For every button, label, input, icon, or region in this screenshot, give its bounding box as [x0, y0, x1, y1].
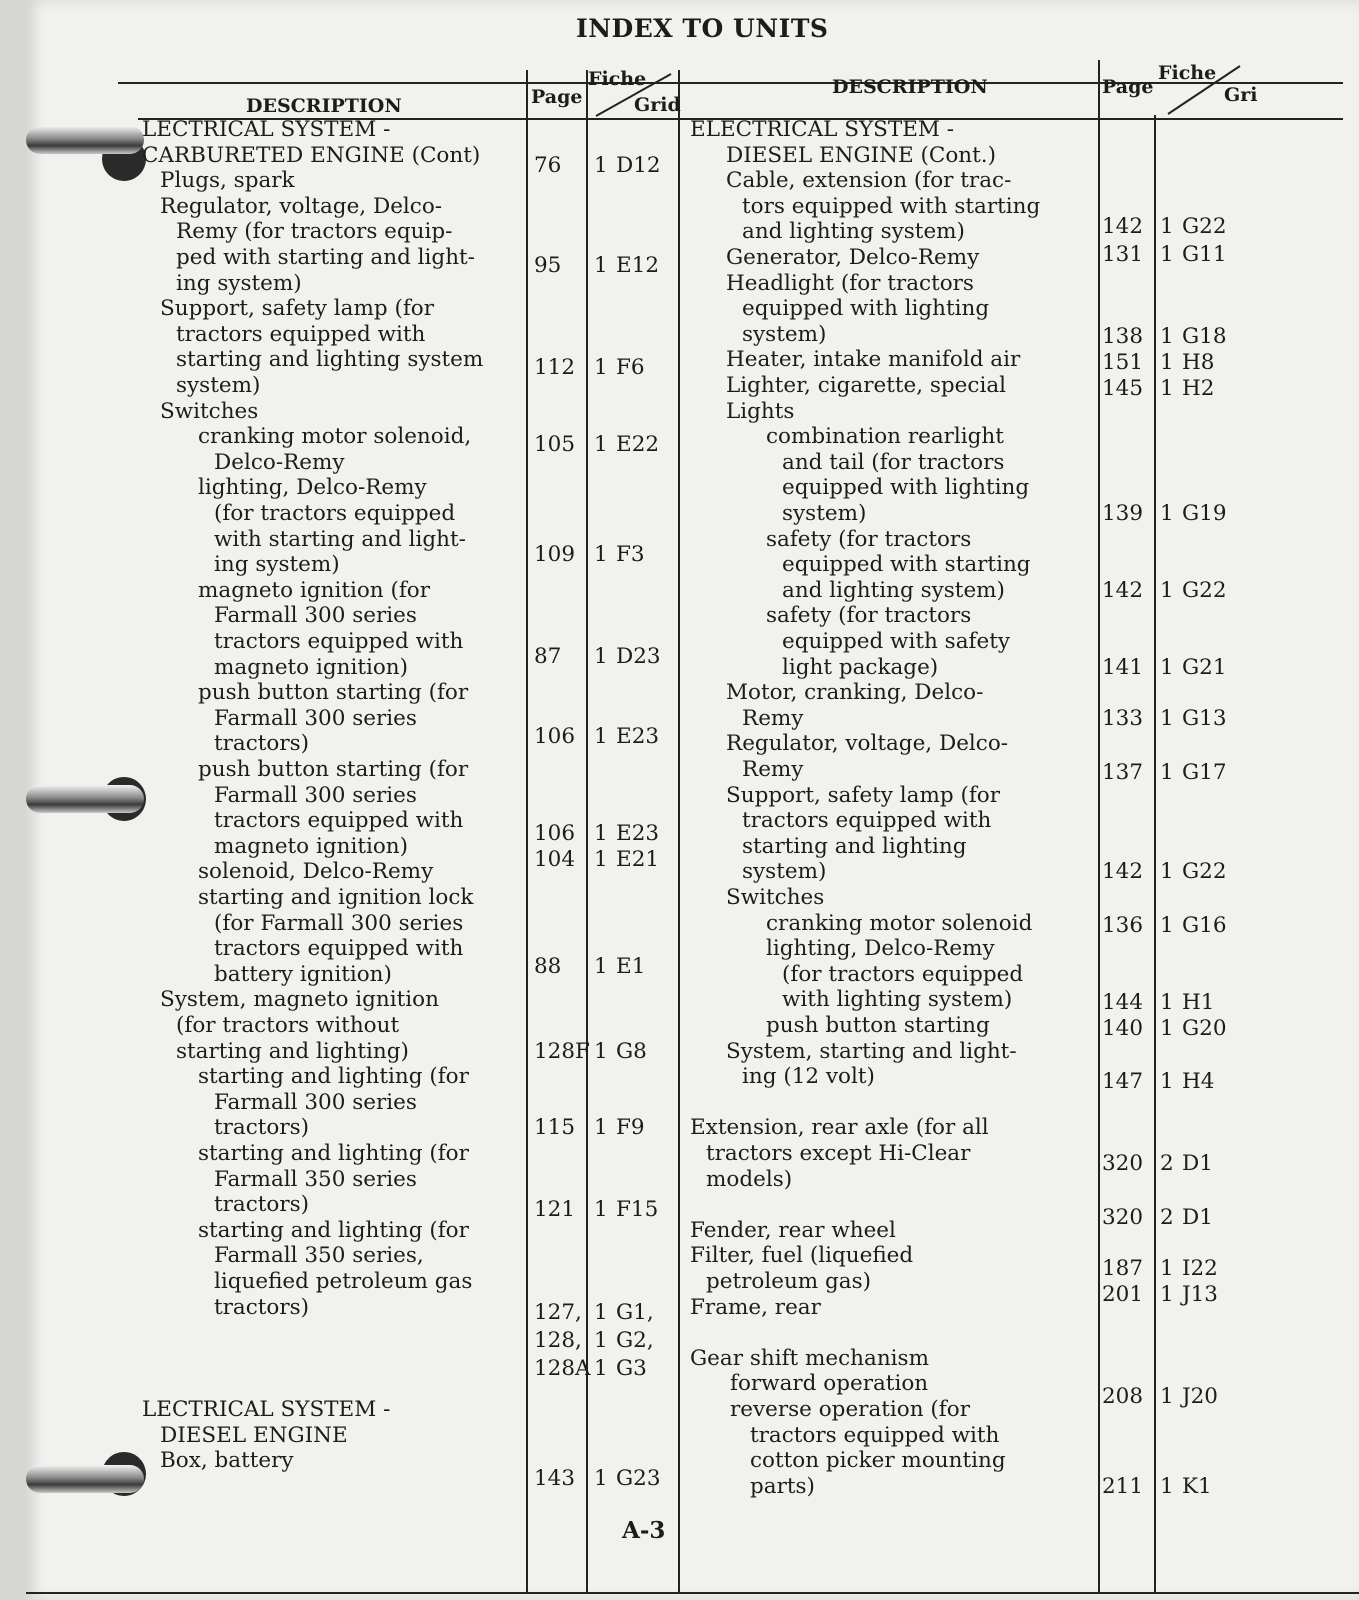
- index-entry-line: light package): [782, 654, 939, 680]
- index-entry-line: Farmall 350 series,: [214, 1243, 424, 1269]
- index-entry-line: tractors equipped with: [742, 808, 992, 834]
- fiche-number-cell: 1: [1160, 501, 1174, 526]
- index-entry-line: Switches: [726, 885, 825, 910]
- document-page: [26, 0, 1359, 1600]
- index-entry-line: Gear shift mechanism: [690, 1345, 929, 1371]
- grid-reference-cell: E21: [616, 846, 660, 872]
- index-entry-line: Remy: [742, 705, 804, 731]
- grid-reference-cell: F15: [616, 1197, 659, 1223]
- index-entry-line: LECTRICAL SYSTEM -: [142, 117, 391, 142]
- grid-reference-cell: K1: [1182, 1473, 1212, 1499]
- index-entry-line: parts): [750, 1473, 815, 1499]
- fiche-number-cell: 1: [1160, 242, 1174, 268]
- index-entry-line: Frame, rear: [690, 1294, 821, 1320]
- index-entry-line: starting and lighting (for: [198, 1217, 469, 1243]
- grid-reference-cell: F6: [616, 355, 645, 381]
- grid-reference-cell: J20: [1182, 1384, 1218, 1410]
- page-header: Page: [531, 86, 583, 108]
- grid-reference-cell: E1: [616, 954, 646, 980]
- index-entry-line: Remy: [742, 757, 804, 782]
- page-number-cell: 112: [534, 355, 576, 381]
- index-entry-line: petroleum gas): [706, 1269, 872, 1294]
- page-number-cell: 104: [534, 846, 576, 872]
- index-entry-line: magneto ignition): [214, 654, 409, 680]
- index-entry-line: Headlight (for tractors: [726, 270, 974, 296]
- page-number-cell: 139: [1102, 501, 1144, 526]
- index-entry-line: tractors equipped with: [214, 629, 464, 654]
- grid-reference-cell: D12: [616, 152, 661, 178]
- grid-reference-cell: D23: [616, 644, 661, 670]
- fiche-number-cell: 1: [594, 1327, 608, 1353]
- fiche-number-cell: 1: [1160, 1384, 1174, 1410]
- page-number-cell: 121: [534, 1197, 576, 1223]
- index-entry-line: Farmall 300 series: [214, 705, 417, 731]
- fiche-number-cell: 1: [594, 1115, 608, 1141]
- column-divider: [678, 70, 680, 1592]
- fiche-header: Fiche: [588, 68, 647, 90]
- index-entry-line: liquefied petroleum gas: [214, 1269, 473, 1294]
- fiche-number-cell: 1: [594, 252, 608, 278]
- fiche-number-cell: 1: [1160, 1256, 1174, 1282]
- index-entry-line: and lighting system): [782, 577, 1005, 603]
- page-number-cell: 131: [1102, 242, 1144, 268]
- index-entry-line: tractors): [214, 1115, 310, 1141]
- grid-reference-cell: G17: [1182, 759, 1227, 785]
- grid-reference-cell: H8: [1182, 349, 1215, 375]
- page-number-cell: 147: [1102, 1069, 1144, 1095]
- fiche-number-cell: 1: [594, 846, 608, 872]
- page-number-cell: 143: [534, 1466, 576, 1492]
- page-number-cell: 142: [1102, 859, 1144, 885]
- index-entry-line: Filter, fuel (liquefied: [690, 1243, 914, 1269]
- grid-reference-cell: I22: [1182, 1256, 1218, 1282]
- index-entry-line: tractors equipped with: [214, 936, 464, 962]
- index-entry-line: equipped with lighting: [742, 296, 990, 322]
- index-entry-line: (for tractors equipped: [214, 501, 456, 526]
- index-entry-line: cranking motor solenoid,: [198, 424, 472, 450]
- page-number-cell: 128F: [534, 1038, 590, 1064]
- index-entry-line: push button starting (for: [198, 680, 469, 706]
- grid-reference-cell: G19: [1182, 501, 1227, 526]
- fiche-number-cell: 2: [1160, 1151, 1174, 1177]
- grid-reference-cell: D1: [1182, 1205, 1213, 1230]
- page-number-cell: 136: [1102, 913, 1144, 939]
- grid-reference-cell: J13: [1182, 1281, 1218, 1307]
- page-number-cell: 106: [534, 821, 576, 846]
- binder-ring: [26, 126, 144, 154]
- page-number-cell: 145: [1102, 375, 1144, 401]
- fiche-number-cell: 1: [594, 723, 608, 749]
- fiche-number-cell: 1: [1160, 375, 1174, 401]
- index-entry-line: ing system): [214, 552, 340, 578]
- page-number-cell: 142: [1102, 577, 1144, 603]
- index-entry-line: Regulator, voltage, Delco-: [726, 731, 1009, 757]
- index-entry-line: Box, battery: [160, 1448, 294, 1474]
- index-entry-line: equipped with starting: [782, 552, 1031, 578]
- index-entry-line: tractors except Hi-Clear: [706, 1141, 971, 1166]
- index-entry-line: lighting, Delco-Remy: [766, 936, 995, 962]
- fiche-number-cell: 1: [1160, 577, 1174, 603]
- index-entry-line: Motor, cranking, Delco-: [726, 680, 984, 706]
- index-entry-line: System, magneto ignition: [160, 987, 439, 1013]
- index-entry-line: ped with starting and light-: [176, 245, 475, 270]
- index-entry-line: safety (for tractors: [766, 603, 972, 629]
- index-entry-line: tractors): [214, 1294, 310, 1320]
- index-entry-line: solenoid, Delco-Remy: [198, 859, 434, 885]
- index-entry-line: System, starting and light-: [726, 1038, 1017, 1064]
- page-number: A-3: [622, 1517, 666, 1544]
- index-entry-line: Delco-Remy: [214, 449, 345, 475]
- index-entry-line: Heater, intake manifold air: [726, 347, 1021, 373]
- page-number-cell: 109: [534, 541, 576, 567]
- fiche-number-cell: 1: [1160, 1473, 1174, 1499]
- index-entry-line: with lighting system): [782, 987, 1013, 1013]
- index-entry-line: safety (for tractors: [766, 526, 972, 552]
- fiche-number-cell: 1: [594, 954, 608, 980]
- page-number-cell: 133: [1102, 705, 1144, 731]
- grid-reference-cell: G23: [616, 1466, 661, 1492]
- fiche-header: Fiche: [1158, 62, 1217, 84]
- index-entry-line: system): [742, 321, 827, 347]
- index-entry-line: Switches: [160, 398, 259, 424]
- page-number-cell: 115: [534, 1115, 576, 1141]
- index-entry-line: and tail (for tractors: [782, 449, 1005, 475]
- index-entry-line: CARBURETED ENGINE (Cont): [142, 142, 481, 168]
- index-entry-line: Fender, rear wheel: [690, 1217, 896, 1243]
- index-entry-line: equipped with safety: [782, 629, 1010, 654]
- page-number-cell: 76: [534, 152, 562, 178]
- grid-reference-cell: G22: [1182, 214, 1227, 240]
- page-number-cell: 201: [1102, 1281, 1144, 1307]
- fiche-number-cell: 1: [594, 152, 608, 178]
- index-entry-line: battery ignition): [214, 961, 392, 987]
- index-entry-line: Farmall 300 series: [214, 782, 417, 808]
- index-entry-line: push button starting (for: [198, 757, 469, 782]
- fiche-number-cell: 1: [1160, 989, 1174, 1015]
- index-entry-line: Farmall 300 series: [214, 603, 417, 629]
- fiche-number-cell: 1: [594, 1466, 608, 1492]
- fiche-number-cell: 1: [594, 355, 608, 381]
- index-entry-line: starting and lighting (for: [198, 1141, 469, 1166]
- page-header: Page: [1102, 76, 1154, 98]
- fiche-number-cell: 1: [594, 1299, 608, 1325]
- fiche-number-cell: 1: [1160, 1069, 1174, 1095]
- index-entry-line: combination rearlight: [766, 424, 1004, 450]
- index-entry-line: push button starting: [766, 1013, 990, 1038]
- grid-header: Grid: [634, 94, 681, 116]
- grid-reference-cell: G20: [1182, 1015, 1227, 1041]
- grid-reference-cell: G1,: [616, 1299, 654, 1325]
- index-entry-line: DIESEL ENGINE (Cont.): [726, 142, 996, 168]
- index-entry-line: starting and ignition lock: [198, 885, 474, 910]
- grid-reference-cell: G2,: [616, 1327, 654, 1353]
- page-number-cell: 187: [1102, 1256, 1144, 1282]
- index-entry-line: DIESEL ENGINE: [160, 1422, 348, 1448]
- fiche-number-cell: 1: [594, 431, 608, 457]
- page-number-cell: 140: [1102, 1015, 1144, 1041]
- index-entry-line: Farmall 300 series: [214, 1089, 417, 1115]
- index-entry-line: reverse operation (for: [730, 1397, 970, 1422]
- fiche-number-cell: 1: [594, 1356, 608, 1382]
- grid-reference-cell: G8: [616, 1038, 647, 1064]
- index-entry-line: equipped with lighting: [782, 475, 1030, 501]
- page-number-cell: 106: [534, 723, 576, 749]
- page-number-cell: 95: [534, 252, 562, 278]
- index-entry-line: tractors): [214, 1192, 310, 1218]
- page-number-cell: 137: [1102, 759, 1144, 785]
- index-entry-line: cranking motor solenoid: [766, 910, 1033, 936]
- index-entry-line: magneto ignition (for: [198, 577, 431, 603]
- fiche-number-cell: 1: [1160, 913, 1174, 939]
- grid-reference-cell: D1: [1182, 1151, 1213, 1177]
- description-header: DESCRIPTION: [246, 95, 402, 117]
- index-entry-line: tractors equipped with: [750, 1422, 1000, 1448]
- grid-reference-cell: E12: [616, 252, 660, 278]
- grid-reference-cell: E23: [616, 723, 660, 749]
- index-entry-line: cotton picker mounting: [750, 1448, 1006, 1474]
- fiche-number-cell: 1: [1160, 1281, 1174, 1307]
- grid-reference-cell: G3: [616, 1356, 647, 1382]
- grid-reference-cell: E22: [616, 431, 660, 457]
- page-number-cell: 87: [534, 644, 562, 670]
- index-entry-line: tractors equipped with: [176, 321, 426, 347]
- index-entry-line: starting and lighting (for: [198, 1064, 469, 1090]
- index-entry-line: system): [742, 859, 827, 885]
- fiche-number-cell: 1: [1160, 1015, 1174, 1041]
- index-entry-line: system): [176, 373, 261, 398]
- index-entry-line: with starting and light-: [214, 526, 466, 552]
- index-entry-line: magneto ignition): [214, 833, 409, 859]
- index-entry-line: (for tractors equipped: [782, 961, 1024, 987]
- index-entry-line: starting and lighting: [742, 833, 967, 859]
- grid-reference-cell: F3: [616, 541, 645, 567]
- page-number-cell: 128,: [534, 1327, 582, 1353]
- index-entry-line: ing (12 volt): [742, 1064, 875, 1090]
- right-index-column: [690, 117, 1330, 1537]
- fiche-number-cell: 1: [1160, 654, 1174, 680]
- grid-reference-cell: G18: [1182, 324, 1227, 350]
- fiche-number-cell: 1: [594, 1197, 608, 1223]
- page-number-cell: 105: [534, 431, 576, 457]
- index-entry-line: (for tractors without: [176, 1013, 400, 1038]
- index-entry-line: Support, safety lamp (for: [726, 782, 1001, 808]
- grid-reference-cell: G21: [1182, 654, 1227, 680]
- fiche-number-cell: 1: [1160, 324, 1174, 350]
- grid-reference-cell: H1: [1182, 989, 1215, 1015]
- fiche-number-cell: 1: [1160, 859, 1174, 885]
- index-entry-line: tors equipped with starting: [742, 193, 1041, 219]
- index-entry-line: forward operation: [730, 1371, 929, 1397]
- index-entry-line: Lighter, cigarette, special: [726, 373, 1007, 398]
- page-number-cell: 138: [1102, 324, 1144, 350]
- page-number-cell: 320: [1102, 1151, 1144, 1177]
- grid-reference-cell: F9: [616, 1115, 645, 1141]
- index-entry-line: Regulator, voltage, Delco-: [160, 193, 443, 219]
- index-entry-line: Extension, rear axle (for all: [690, 1115, 989, 1141]
- page-number-cell: 208: [1102, 1384, 1144, 1410]
- footer-rule: [26, 1592, 1359, 1594]
- index-entry-line: Remy (for tractors equip-: [176, 219, 453, 245]
- page-number-cell: 144: [1102, 989, 1144, 1015]
- page-number-cell: 320: [1102, 1205, 1144, 1230]
- page-number-cell: 141: [1102, 654, 1144, 680]
- page-number-cell: 211: [1102, 1473, 1144, 1499]
- grid-reference-cell: E23: [616, 821, 660, 846]
- fiche-number-cell: 1: [594, 644, 608, 670]
- page-number-cell: 142: [1102, 214, 1144, 240]
- index-entry-line: Lights: [726, 398, 795, 424]
- page-number-cell: 88: [534, 954, 562, 980]
- grid-reference-cell: G13: [1182, 705, 1227, 731]
- index-entry-line: LECTRICAL SYSTEM -: [142, 1397, 391, 1422]
- page-number-cell: 151: [1102, 349, 1144, 375]
- index-entry-line: tractors): [214, 731, 310, 757]
- index-entry-line: Generator, Delco-Remy: [726, 245, 980, 270]
- page-title: INDEX TO UNITS: [576, 14, 829, 43]
- fiche-number-cell: 1: [1160, 349, 1174, 375]
- grid-reference-cell: G22: [1182, 859, 1227, 885]
- fiche-number-cell: 1: [1160, 759, 1174, 785]
- grid-reference-cell: G11: [1182, 242, 1227, 268]
- index-entry-line: system): [782, 501, 867, 526]
- index-entry-line: ing system): [176, 270, 302, 296]
- page-number-cell: 128A: [534, 1356, 591, 1382]
- index-entry-line: Support, safety lamp (for: [160, 296, 435, 322]
- grid-reference-cell: H2: [1182, 375, 1215, 401]
- grid-reference-cell: G16: [1182, 913, 1227, 939]
- index-entry-line: tractors equipped with: [214, 808, 464, 834]
- grid-reference-cell: H4: [1182, 1069, 1215, 1095]
- index-entry-line: Farmall 350 series: [214, 1166, 417, 1192]
- index-entry-line: (for Farmall 300 series: [214, 910, 464, 936]
- binder-ring: [26, 785, 144, 813]
- index-entry-line: and lighting system): [742, 219, 965, 245]
- fiche-number-cell: 1: [594, 821, 608, 846]
- index-entry-line: starting and lighting): [176, 1038, 409, 1064]
- index-entry-line: Plugs, spark: [160, 168, 295, 194]
- fiche-number-cell: 1: [1160, 705, 1174, 731]
- page-number-cell: 127,: [534, 1299, 582, 1325]
- fiche-number-cell: 1: [1160, 214, 1174, 240]
- index-entry-line: lighting, Delco-Remy: [198, 475, 427, 501]
- grid-header: Gri: [1224, 84, 1258, 106]
- index-entry-line: starting and lighting system: [176, 347, 484, 373]
- index-entry-line: Cable, extension (for trac-: [726, 168, 1012, 194]
- grid-reference-cell: G22: [1182, 577, 1227, 603]
- index-entry-line: ELECTRICAL SYSTEM -: [690, 117, 955, 142]
- description-header: DESCRIPTION: [832, 76, 988, 98]
- fiche-number-cell: 1: [594, 1038, 608, 1064]
- fiche-number-cell: 1: [594, 541, 608, 567]
- binder-ring: [26, 1465, 144, 1493]
- fiche-number-cell: 2: [1160, 1205, 1174, 1230]
- index-entry-line: models): [706, 1166, 793, 1192]
